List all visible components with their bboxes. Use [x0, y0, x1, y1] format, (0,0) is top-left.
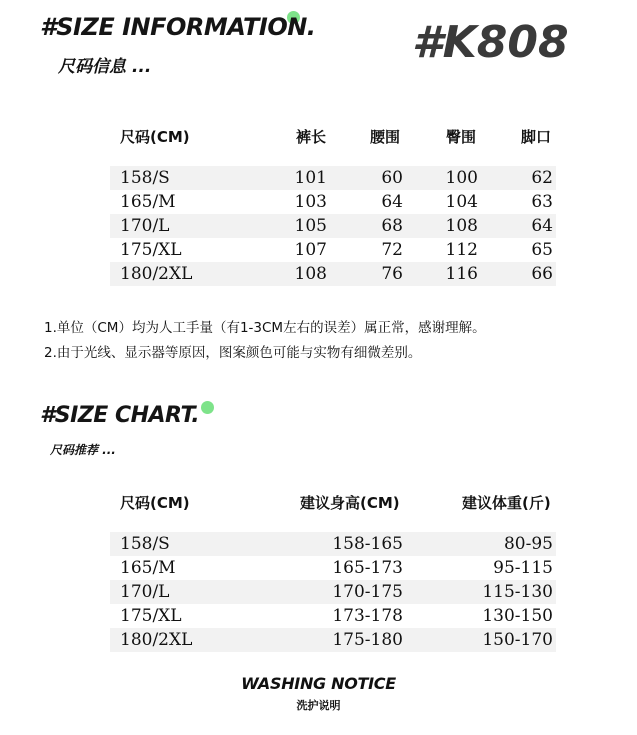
table-cell: 68	[381, 216, 403, 236]
table-cell: 95-115	[493, 558, 553, 578]
table-cell: 170-175	[332, 582, 403, 602]
table-row	[110, 166, 556, 190]
table-cell: 115-130	[482, 582, 553, 602]
size-information-subtitle: 尺码信息 ...	[58, 57, 152, 77]
size-information-title: #SIZE INFORMATION.	[40, 13, 316, 41]
table-cell: 150-170	[482, 630, 553, 650]
table-row	[110, 214, 556, 238]
table-cell: 175/XL	[120, 606, 182, 626]
table-cell: 105	[294, 216, 327, 236]
table-cell: 80-95	[503, 534, 553, 554]
table-cell: 175/XL	[120, 240, 182, 260]
size-chart-title: #SIZE CHART.	[40, 403, 200, 428]
note-color: 2.由于光线、显示器等原因，图案颜色可能与实物有细微差别。	[44, 345, 422, 361]
table-cell: 112	[445, 240, 478, 260]
table-cell: 104	[445, 192, 478, 212]
table-cell: 108	[294, 264, 327, 284]
table-cell: 165/M	[120, 192, 176, 212]
table-cell: 107	[294, 240, 327, 260]
size-chart-subtitle: 尺码推荐 ...	[50, 443, 116, 457]
column-header: 建议身高(CM)	[300, 494, 400, 512]
washing-notice-subtitle: 洗护说明	[296, 699, 341, 712]
table-cell: 173-178	[332, 606, 403, 626]
table-row	[110, 190, 556, 214]
table-cell: 158/S	[120, 168, 170, 188]
column-header: 臀围	[446, 128, 477, 146]
table-row	[110, 238, 556, 262]
table-cell: 130-150	[482, 606, 553, 626]
table-cell: 158-165	[332, 534, 403, 554]
table-cell: 103	[294, 192, 327, 212]
table-cell: 76	[381, 264, 403, 284]
table-row	[110, 556, 556, 580]
table-cell: 62	[531, 168, 553, 188]
size-chart-rows	[110, 532, 556, 652]
product-code: #K808	[412, 17, 569, 68]
column-header: 脚口	[521, 128, 552, 146]
table-cell: 165/M	[120, 558, 176, 578]
table-cell: 165-173	[332, 558, 403, 578]
note-measurement: 1.单位（CM）均为人工手量（有1-3CM左右的误差）属正常，感谢理解。	[44, 320, 486, 336]
accent-dot	[201, 401, 214, 414]
column-header: 裤长	[296, 128, 327, 146]
table-row	[110, 628, 556, 652]
table-cell: 72	[381, 240, 403, 260]
column-header: 尺码(CM)	[120, 494, 190, 512]
size-info-rows	[110, 166, 556, 286]
table-cell: 175-180	[332, 630, 403, 650]
column-header: 建议体重(斤)	[462, 494, 551, 512]
table-row	[110, 604, 556, 628]
table-cell: 180/2XL	[120, 264, 193, 284]
column-header: 尺码(CM)	[120, 128, 190, 146]
table-cell: 116	[445, 264, 478, 284]
table-cell: 60	[381, 168, 403, 188]
table-cell: 64	[531, 216, 553, 236]
table-cell: 65	[531, 240, 553, 260]
table-cell: 63	[531, 192, 553, 212]
table-cell: 66	[531, 264, 553, 284]
table-row	[110, 262, 556, 286]
table-cell: 158/S	[120, 534, 170, 554]
table-row	[110, 532, 556, 556]
washing-notice-title: WASHING NOTICE	[241, 674, 396, 693]
table-cell: 101	[294, 168, 327, 188]
column-header: 腰围	[370, 128, 401, 146]
table-row	[110, 580, 556, 604]
table-cell: 180/2XL	[120, 630, 193, 650]
table-cell: 64	[381, 192, 403, 212]
table-cell: 100	[445, 168, 478, 188]
table-cell: 170/L	[120, 216, 170, 236]
table-cell: 170/L	[120, 582, 170, 602]
table-cell: 108	[445, 216, 478, 236]
